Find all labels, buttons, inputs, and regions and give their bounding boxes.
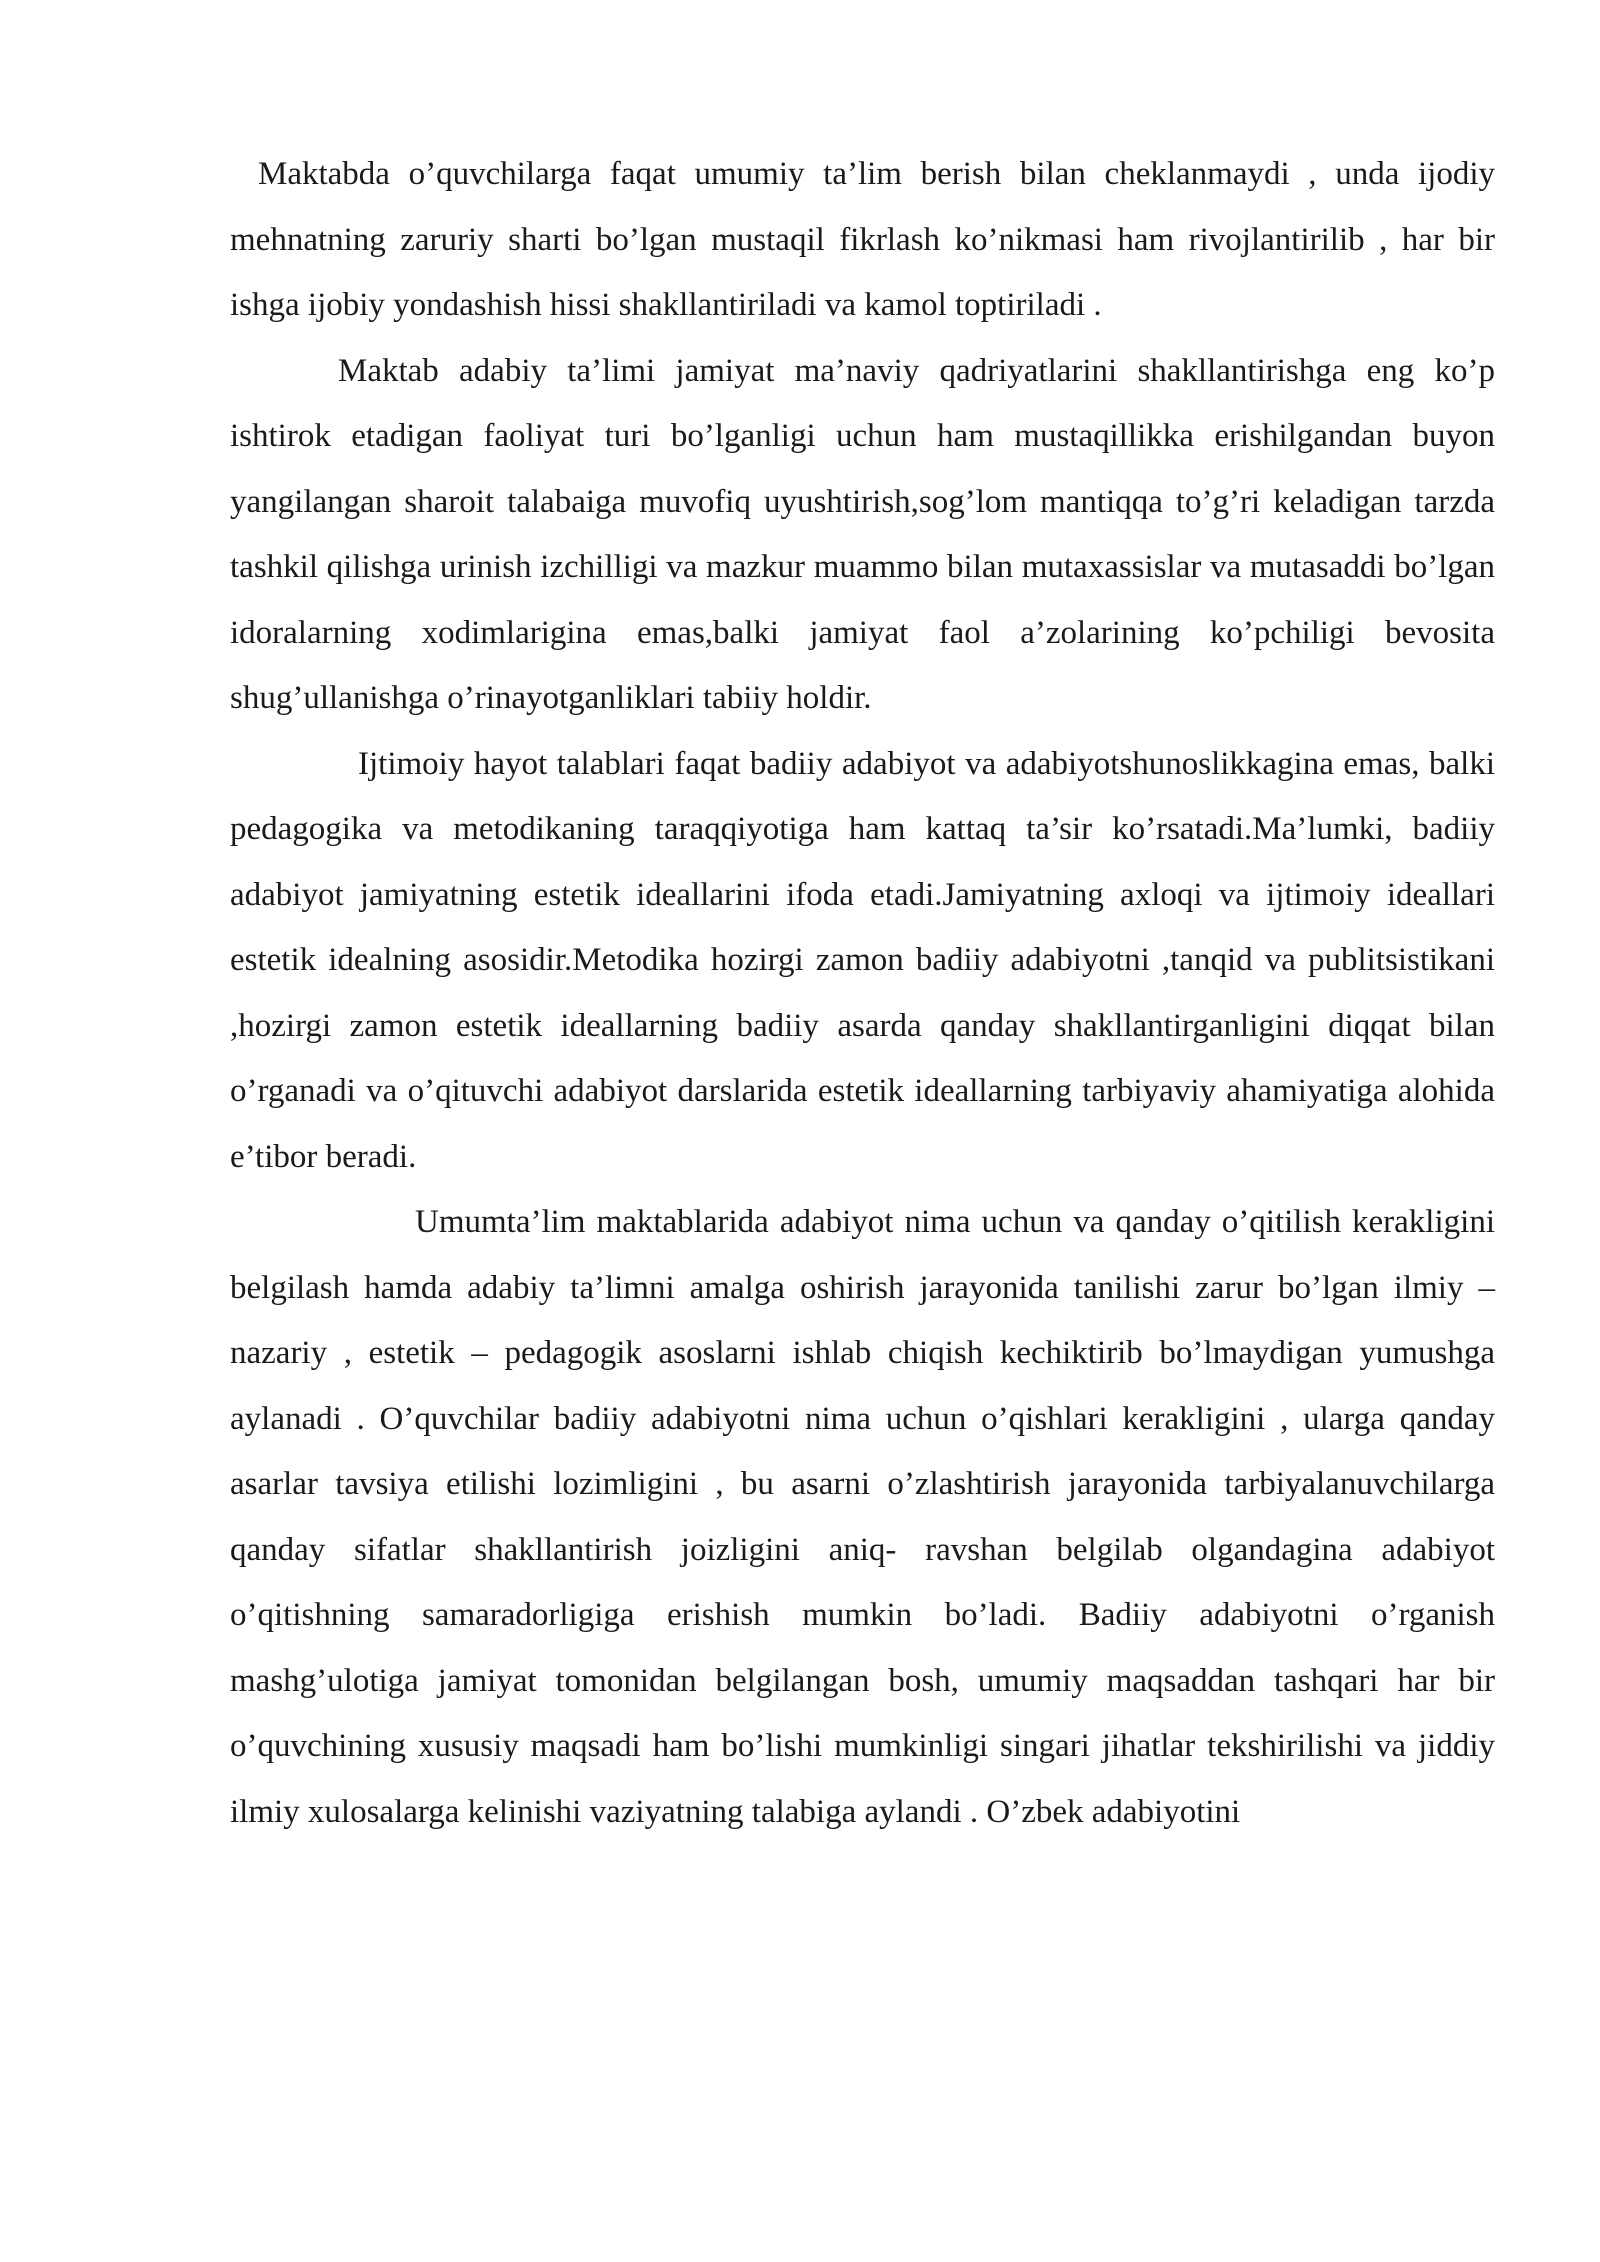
document-body [230, 142, 1495, 1845]
paragraph-1: Maktabda o’quvchilarga faqat umumiy ta’lim berish bilan cheklanmaydi , unda ijodiy mehnatning zaruriy sharti bo’lgan mustaqil fikrlash ko’nikmasi ham rivojlantirilib , har bir ishga ijobiy yondashish hissi shakllantiriladi va kamol toptiriladi . [230, 156, 1495, 323]
paragraph-3: Ijtimoiy hayot talablari faqat badiiy adabiyot va adabiyotshunoslikkagina emas, balki pedagogika va metodikaning taraqqiyotiga ham kattaq ta’sir ko’rsatadi.Ma’lumki, badiiy adabiyot jamiyatning estetik ideallarini ifoda etadi.Jamiyatning axloqi va ijtimoiy ideallari estetik idealning asosidir.Metodika hozirgi zamon badiiy adabiyotni ,tanqid va publitsistikani ,hozirgi zamon estetik ideallarning badiiy asarda qanday shakllantirganligini diqqat bilan o’rganadi va o’qituvchi adabiyot darslarida estetik ideallarning tarbiyaviy ahamiyatiga alohida e’tibor beradi. [230, 745, 1495, 1175]
paragraph-4: Umumta’lim maktablarida adabiyot nima uchun va qanday o’qitilish kerakligini belgilash hamda adabiy ta’limni amalga oshirish jarayonida tanilishi zarur bo’lgan ilmiy – nazariy , estetik – pedagogik asoslarni ishlab chiqish kechiktirib bo’lmaydigan yumushga aylanadi . O’quvchilar badiiy adabiyotni nima uchun o’qishlari kerakligini , ularga qanday asarlar tavsiya etilishi lozimligini , bu asarni o’zlashtirish jarayonida tarbiyalanuvchilarga qanday sifatlar shakllantirish joizligini aniq- ravshan belgilab olgandagina adabiyot o’qitishning samaradorligiga erishish mumkin bo’ladi. Badiiy adabiyotni o’rganish mashg’ulotiga jamiyat tomonidan belgilangan bosh, umumiy maqsaddan tashqari har bir o’quvchining xususiy maqsadi ham bo’lishi mumkinligi singari jihatlar tekshirilishi va jiddiy ilmiy xulosalarga kelinishi vaziyatning talabiga aylandi . O’zbek adabiyotini [230, 1204, 1495, 1830]
paragraph-2: Maktab adabiy ta’limi jamiyat ma’naviy qadriyatlarini shakllantirishga eng ko’p ishtirok etadigan faoliyat turi bo’lganligi uchun ham mustaqillikka erishilgandan buyon yangilangan sharoit talabaiga muvofiq uyushtirish,sog’lom mantiqqa to’g’ri keladigan tarzda tashkil qilishga urinish izchilligi va mazkur muammo bilan mutaxassislar va mutasaddi bo’lgan idoralarning xodimlarigina emas,balki jamiyat faol a’zolarining ko’pchiligi bevosita shug’ullanishga o’rinayotganliklari tabiiy holdir. [230, 352, 1495, 716]
